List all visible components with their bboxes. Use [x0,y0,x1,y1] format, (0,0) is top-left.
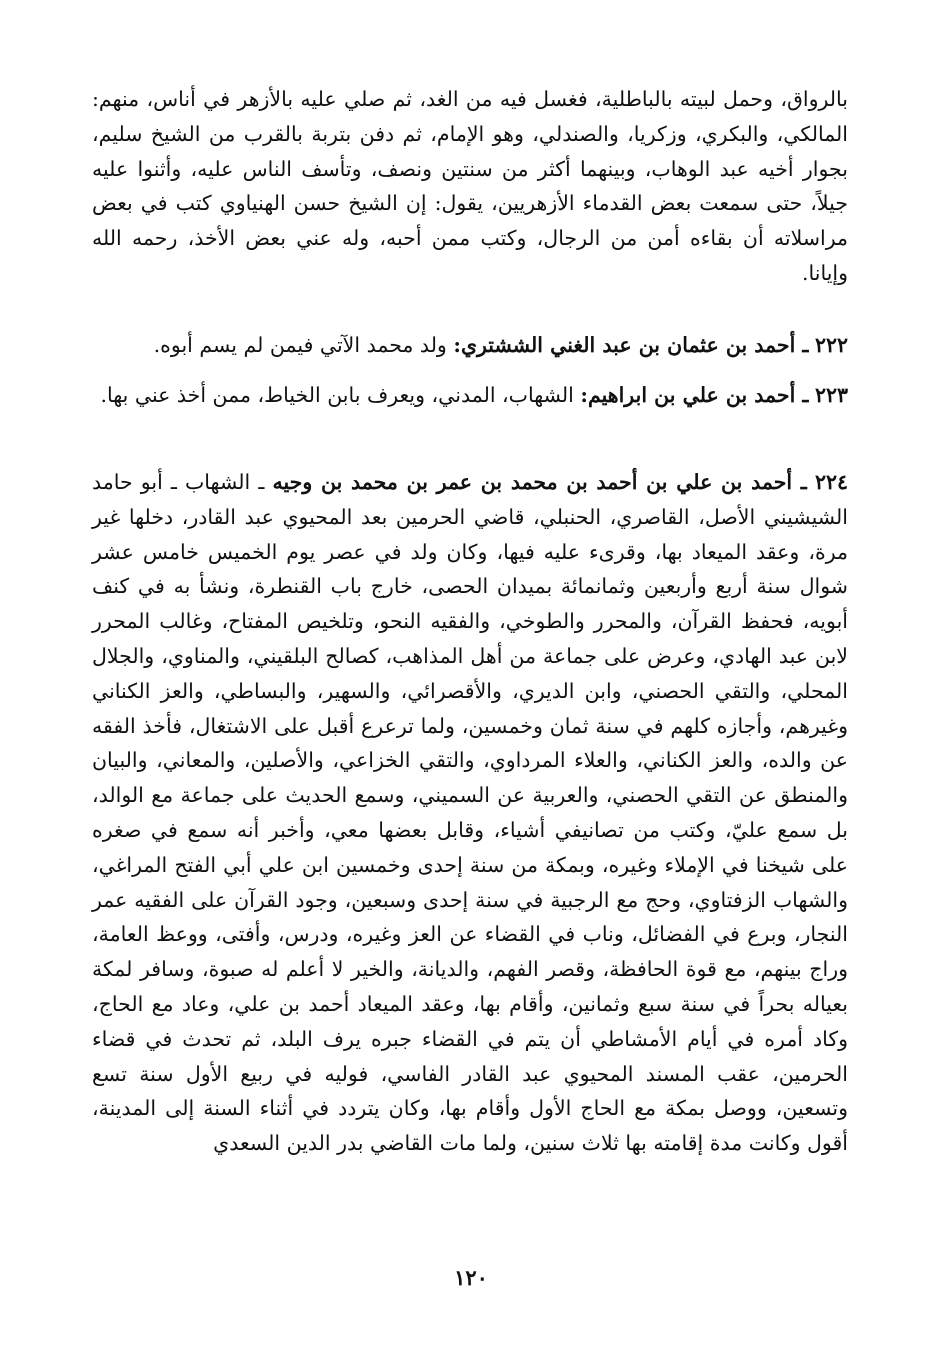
entry-number: ٢٢٢ [814,333,848,357]
entry-body: الشهاب، المدني، ويعرف بابن الخياط، ممن أخذ عني بها. [100,383,574,407]
entry-number: ٢٢٣ [814,383,848,407]
entry-number: ٢٢٤ [814,470,848,494]
biography-entry-222 [92,328,848,363]
entry-body: ـ الشهاب ـ أبو حامد الشيشيني الأصل، القاصري، الحنبلي، قاضي الحرمين بعد المحيوي عبد القادر، دخلها غير مرة، وعقد الميعاد بها، وقرىء عليه فيها، وكان ولد في عصر يوم الخميس خامس عشر شوال سنة أربع وأربعين وثمانمائة بميدان الحصى، خارج باب القنطرة، ونشأ به في كنف أبويه، فحفظ القرآن، والمحرر والطوخي، والفقيه النحو، وتلخيص المفتاح، وغالب المحرر لابن عبد الهادي، وعرض على جماعة من أهل المذاهب، كصالح البلقيني، والمناوي، والجلال المحلي، والتقي الحصني، وابن الديري، والأقصرائي، والسهير، والبساطي، والعز الكناني وغيرهم، وأجازه كلهم في سنة ثمان وخمسين، ولما ترعرع أقبل على الاشتغال، فأخذ الفقه عن والده، والعز الكناني، والعلاء المرداوي، والتقي الخزاعي، والأصلين، والمعاني، والبيان والمنطق عن التقي الحصني، والعربية عن السميني، وسمع الحديث على جماعة مع الوالد، بل سمع عليّ، وكتب من تصانيفي أشياء، وقابل بعضها معي، وأخبر أنه سمع في صغره على شيخنا في الإملاء وغيره، وبمكة من سنة إحدى وخمسين ابن علي أبي الفتح المراغي، والشهاب الزفتاوي، وحج مع الرجبية في سنة إحدى وسبعين، وجود القرآن على الفقيه عمر النجار، وبرع في الفضائل، وناب في القضاء عن العز وغيره، ودرس، وأفتى، ووعظ العامة، وراج بينهم، مع قوة الحافظة، وقصر الفهم، والديانة، والخير لا أعلم له صبوة، وسافر لمكة بعياله بحراً في سنة سبع وثمانين، وأقام بها، وعقد الميعاد أحمد بن علي، وعاد مع الحاج، وكاد أمره في أيام الأمشاطي أن يتم في القضاء جبره يرف البلد، ثم تحدث في قضاء الحرمين، عقب المسند المحيوي عبد القادر الفاسي، فوليه في ربيع الأول سنة تسع وتسعين، ووصل بمكة مع الحاج الأول وأقام بها، وكان يتردد في أثناء السنة إلى المدينة، أقول وكانت مدة إقامته بها ثلاث سنين، ولما مات القاضي بدر الدين السعدي [92,470,848,1156]
entry-name: ـ أحمد بن عثمان بن عبد الغني الششتري: [453,333,809,357]
biography-entry-224 [92,465,848,1161]
entry-name: ـ أحمد بن علي بن ابراهيم: [580,383,809,407]
entry-body: ولد محمد الآتي فيمن لم يسم أبوه. [153,333,447,357]
intro-paragraph: بالرواق، وحمل لبيته بالباطلية، فغسل فيه من الغد، ثم صلي عليه بالأزهر في أناس، منهم: المالكي، والبكري، وزكريا، والصندلي، وهو الإمام، ثم دفن بتربة بالقرب من الشيخ سليم، بجوار أخيه عبد الوهاب، وبينهما أكثر من سنتين ونصف، وتأسف الناس عليه، وأثنوا عليه جيلاً، حتى سمعت بعض القدماء الأزهريين، يقول: إن الشيخ حسن الهنياوي كتب في بعض مراسلاته أن بقاءه أمن من الرجال، وكتب ممن أحبه، وله عني بعض الأخذ، رحمه الله وإيانا. [92,87,848,285]
entry-name: ـ أحمد بن علي بن أحمد بن محمد بن عمر بن محمد بن وجيه [272,470,807,494]
biography-entry-223 [92,378,848,413]
page-number: ١٢٠ [454,1265,488,1290]
